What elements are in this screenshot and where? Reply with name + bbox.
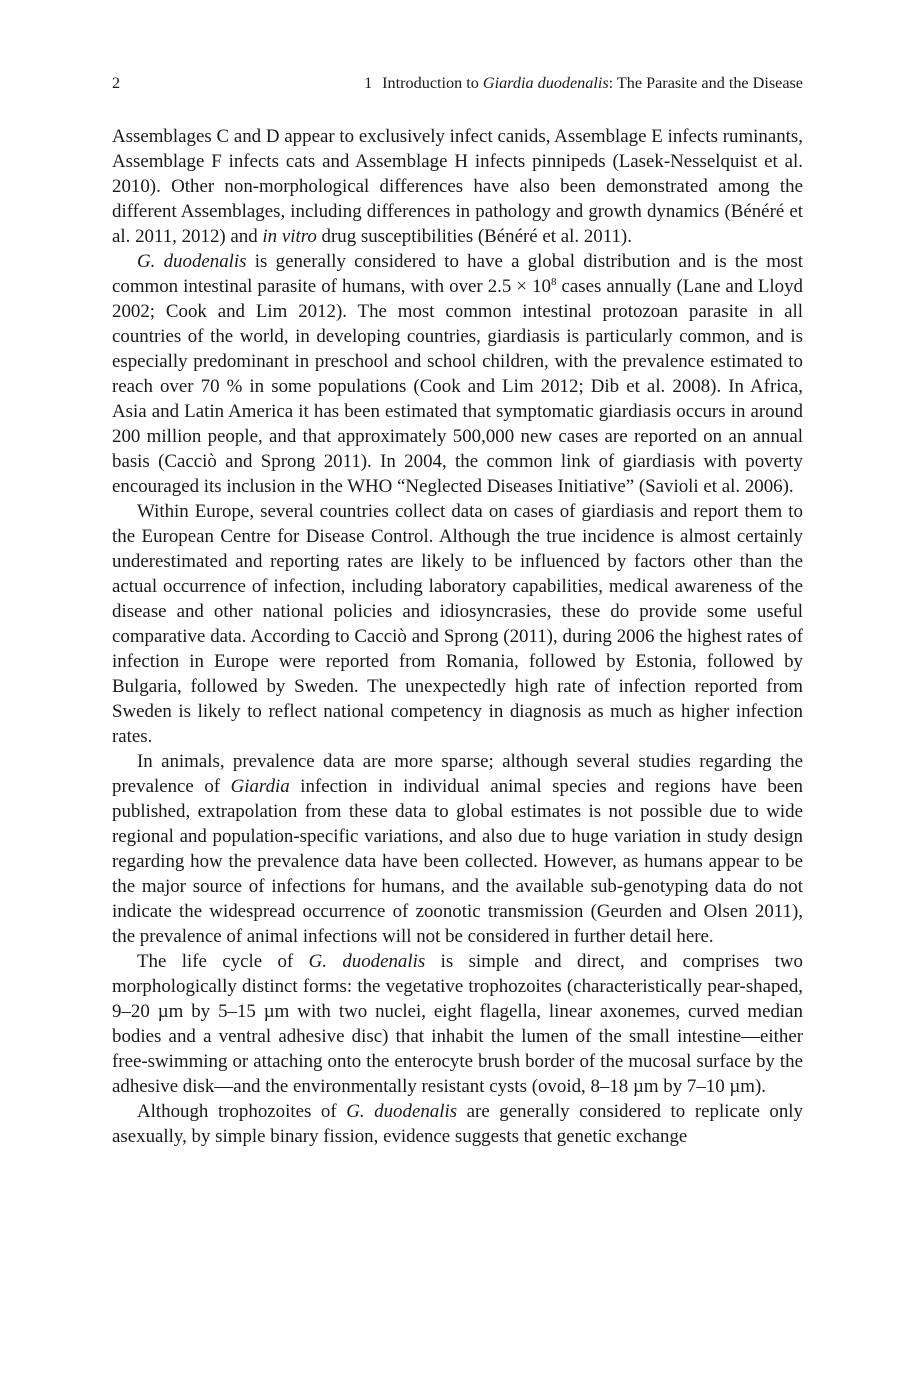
paragraph-2 (112, 249, 803, 499)
paragraph-text: is generally considered to have a global distribution and is the most common intestinal parasite of humans, with over 2.5 × 10 (112, 251, 803, 297)
chapter-title-post: : The Parasite and the Disease (608, 74, 803, 92)
paragraph-1 (112, 124, 803, 249)
paragraph-text: Although trophozoites of (137, 1101, 347, 1122)
running-head (112, 72, 803, 94)
paragraph-4 (112, 749, 803, 949)
paragraph-text: Assemblages C and D appear to exclusively infect canids, Assemblage E infects ruminants, Assemblage F infects cats and Assemblage H infects pinnipeds (Lasek-Nesselquist et al. 2010). Other non-morphological differences have also been demonstrated among the different Assemblages, including differences in pathology and growth dynamics (Bénéré et al. 2011, 2012) and (112, 126, 803, 247)
chapter-title-pre: Introduction to (382, 74, 483, 92)
paragraph-text: The life cycle of (137, 951, 309, 972)
species-name: G. duodenalis (308, 951, 426, 972)
chapter-number: 1 (364, 74, 373, 92)
italic-term: in vitro (262, 226, 317, 247)
paragraph-6 (112, 1099, 803, 1149)
species-name: G. duodenalis (346, 1101, 458, 1122)
paragraph-text: In animals, prevalence data are more sparse; although several studies regarding the prevalence of (112, 751, 803, 797)
paragraph-text: is simple and direct, and comprises two morphologically distinct forms: the vegetative trophozoites (characteristically pear-shaped, 9–20 µm by 5–15 µm with two nuclei, eight flagella, linear axonemes, curved median bodies and a ventral adhesive disc) that inhabit the lumen of the small intestine—either free-swimming or attaching onto the enterocyte brush border of the mucosal surface by the adhesive disk—and the environmentally resistant cysts (ovoid, 8–18 µm by 7–10 µm). (112, 951, 803, 1097)
chapter-title-italic: Giardia duodenalis (482, 74, 609, 92)
paragraph-text: Within Europe, several countries collect data on cases of giardiasis and report them to the European Centre for Disease Control. Although the true incidence is almost certainly underestimated and reporting rates are likely to be influenced by factors other than the actual occurrence of infection, including laboratory capabilities, medical awareness of the disease and other national policies and idiosyncrasies, these do provide some useful comparative data. According to Cacciò and Sprong (2011), during 2006 the highest rates of infection in Europe were reported from Romania, followed by Estonia, followed by Bulgaria, followed by Sweden. The unexpectedly high rate of infection reported from Sweden is likely to reflect national competency in diagnosis as much as higher infection rates. (112, 501, 803, 747)
paragraph-text: cases annually (Lane and Lloyd 2002; Cook and Lim 2012). The most common intestinal protozoan parasite in all countries of the world, in developing countries, giardiasis is particularly common, and is especially predominant in preschool and school children, with the prevalence estimated to reach over 70 % in some populations (Cook and Lim 2012; Dib et al. 2008). In Africa, Asia and Latin America it has been estimated that symptomatic giardiasis occurs in around 200 million people, and that approximately 500,000 new cases are reported on an annual basis (Cacciò and Sprong 2011). In 2004, the common link of giardiasis with poverty encouraged its inclusion in the WHO “Neglected Diseases Initiative” (Savioli et al. 2006). (112, 276, 803, 497)
page-number: 2 (112, 74, 121, 92)
chapter-title (364, 72, 803, 94)
paragraph-5 (112, 949, 803, 1099)
paragraph-text: infection in individual animal species and regions have been published, extrapolation from these data to global estimates is not possible due to wide regional and population-specific variations, and also due to huge variation in study design regarding how the prevalence data have been collected. However, as humans appear to be the major source of infections for humans, and the available sub-genotyping data do not indicate the widespread occurrence of zoonotic transmission (Geurden and Olsen 2011), the prevalence of animal infections will not be considered in further detail here. (112, 776, 803, 947)
genus-name: Giardia (230, 776, 290, 797)
paragraph-3 (112, 499, 803, 749)
paragraph-text: drug susceptibilities (Bénéré et al. 2011). (316, 226, 632, 247)
body-text (112, 124, 803, 1149)
paragraph-text: are generally considered to replicate only asexually, by simple binary fission, evidence suggests that genetic exchange (112, 1101, 804, 1147)
exponent: 8 (550, 276, 557, 288)
species-name: G. duodenalis (137, 251, 247, 272)
